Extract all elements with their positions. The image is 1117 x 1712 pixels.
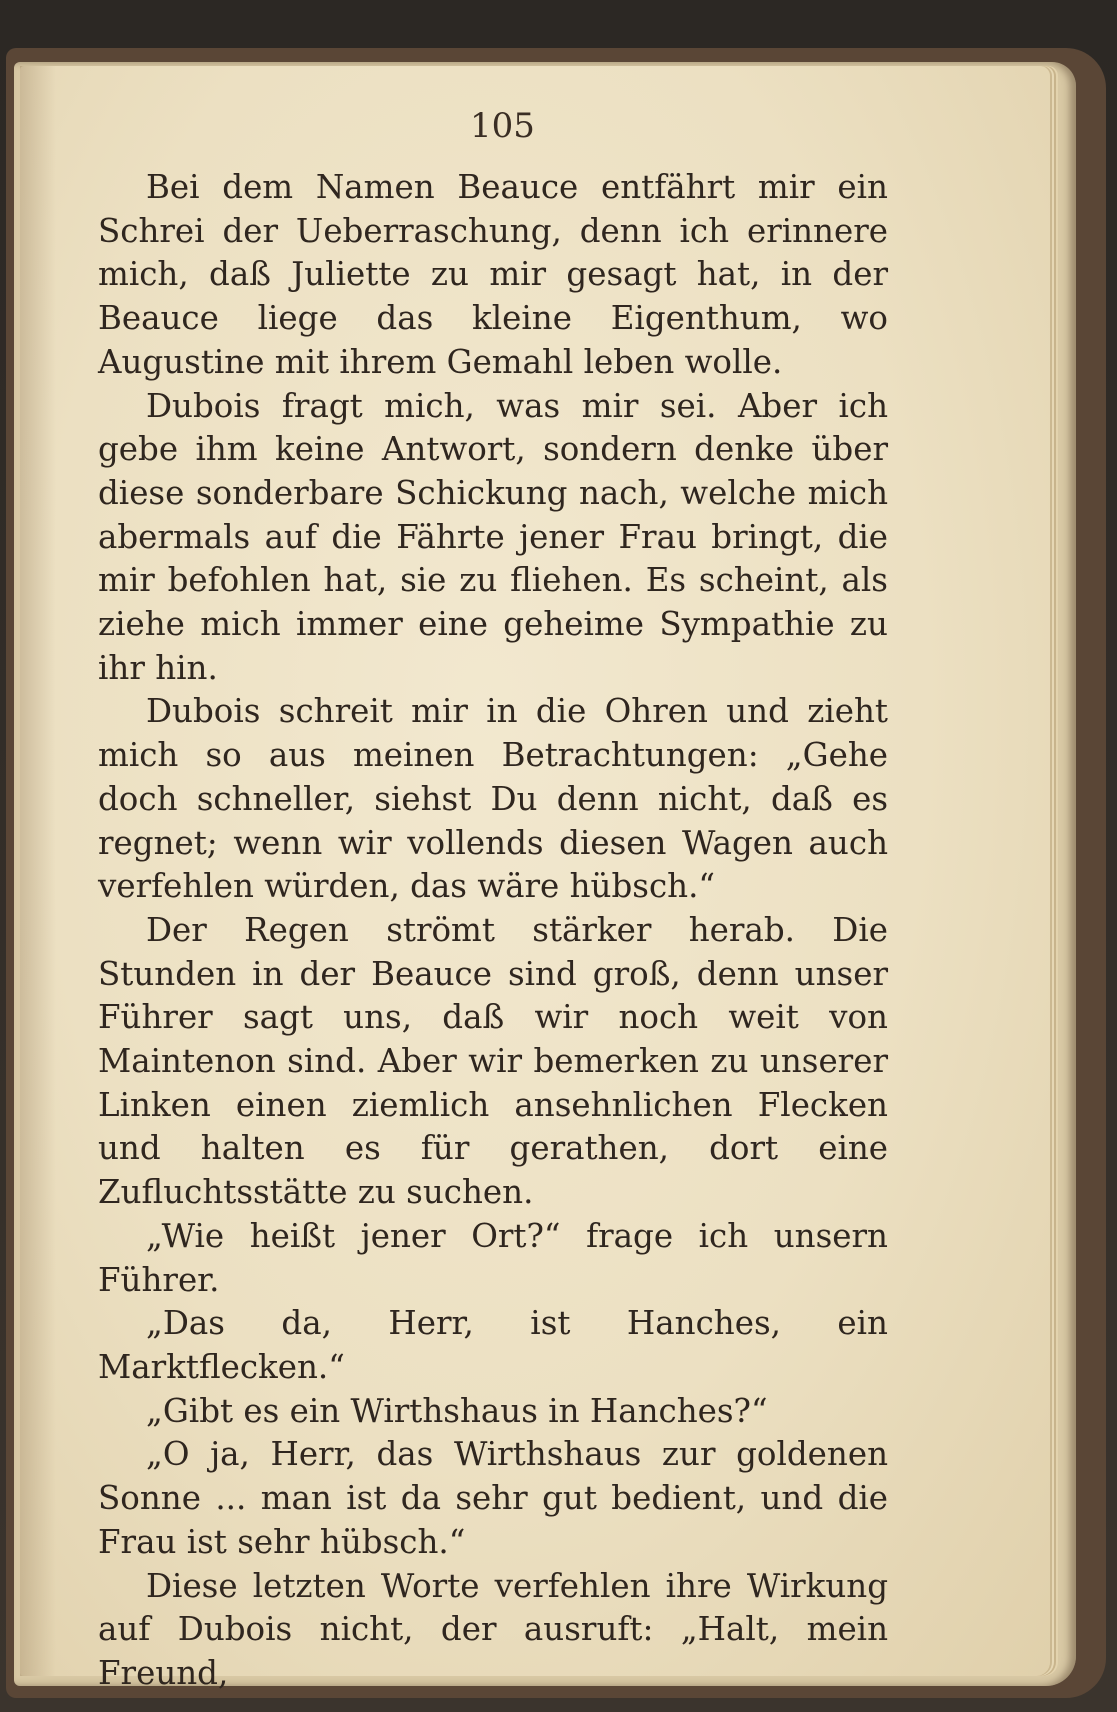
paragraph-7: „Gibt es ein Wirthshaus in Hanches?“ — [146, 1391, 768, 1430]
page-number: 105 — [470, 106, 535, 146]
paragraph-5: „Wie heißt jener Ort?“ frage ich unsern Führer. — [98, 1216, 888, 1299]
paragraph-8: „O ja, Herr, das Wirthshaus zur goldenen Sonne ... man ist da sehr gut bedient, und die Frau ist sehr hübsch.“ — [98, 1435, 888, 1561]
paragraph-4: Der Regen strömt stärker herab. Die Stunden in der Beauce sind groß, denn unser Führer sagt uns, daß wir noch weit von Maintenon sind. Aber wir bemerken zu unserer Linken einen ziemlich ansehnlichen Flecken und halten es für gerathen, dort eine Zufluchtsstätte zu suchen. — [98, 910, 888, 1212]
book-page — [20, 66, 1050, 1692]
paragraph-6: „Das da, Herr, ist Hanches, ein Marktflecken.“ — [98, 1304, 888, 1386]
page-gutter — [20, 66, 56, 1676]
paragraph-1: Bei dem Namen Beauce entfährt mir ein Schrei der Ueberraschung, denn ich erinnere mich, daß Juliette zu mir gesagt hat, in der Beauce liege das kleine Eigenthum, wo Augustine mit ihrem Gemahl leben wolle. — [98, 168, 888, 381]
body-text — [98, 166, 888, 1696]
paragraph-2: Dubois fragt mich, was mir sei. Aber ich gebe ihm keine Antwort, sondern denke über diese sonderbare Schickung nach, welche mich abermals auf die Fährte jener Frau bringt, die mir befohlen hat, sie zu fliehen. Es scheint, als ziehe mich immer eine geheime Sympathie zu ihr hin. — [98, 386, 888, 687]
paragraph-9: Diese letzten Worte verfehlen ihre Wirkung auf Dubois nicht, der ausruft: „Halt, mein Freund, — [98, 1566, 888, 1692]
paragraph-3: Dubois schreit mir in die Ohren und zieht mich so aus meinen Betrachtungen: „Gehe doch schneller, siehst Du denn nicht, daß es regnet; wenn wir vollends diesen Wagen auch verfehlen würden, das wäre hübsch.“ — [98, 692, 888, 906]
